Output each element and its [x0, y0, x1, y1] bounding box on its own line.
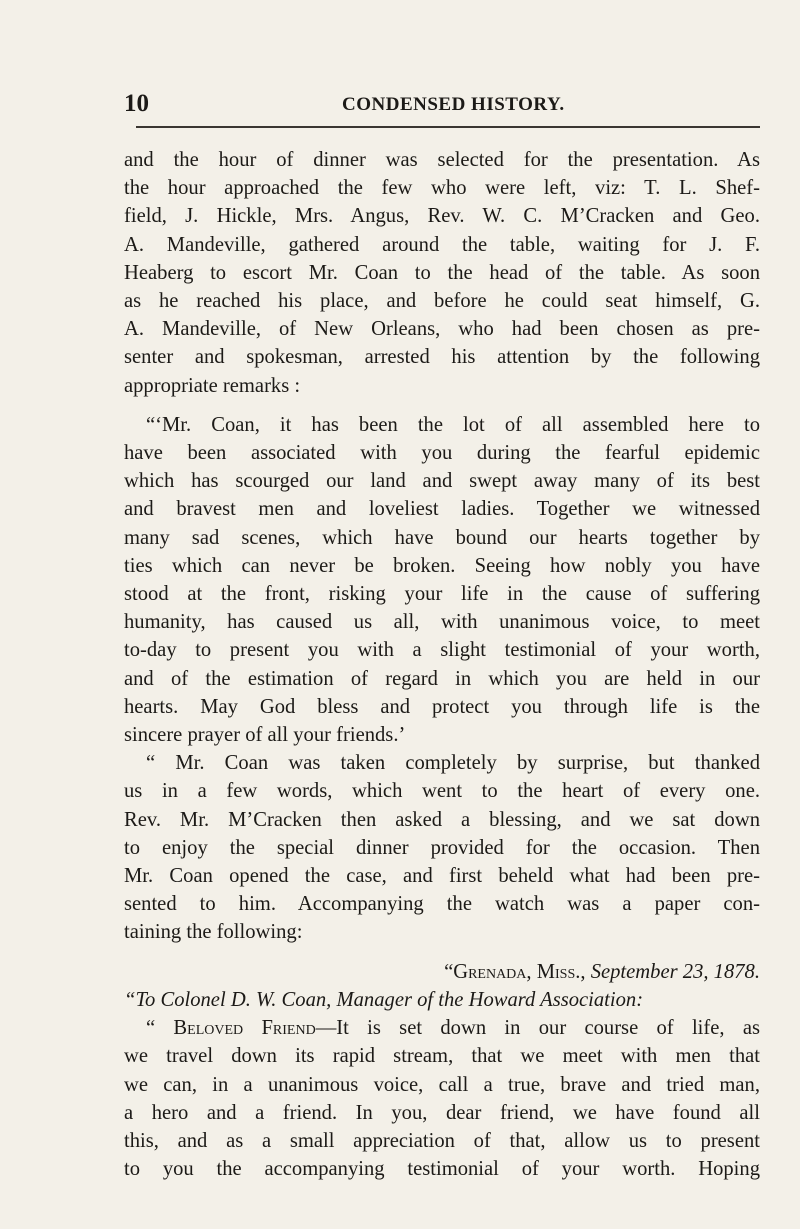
text-line: the hour approached the few who were left, viz: T. L. Shef- [124, 177, 760, 200]
page-number: 10 [124, 90, 149, 117]
paragraph [124, 146, 760, 400]
page-body [124, 146, 760, 1183]
page-header [124, 0, 760, 118]
text-line: we can, in a unanimous voice, call a true, brave and tried man, [124, 1073, 760, 1096]
letter-opening-rest: —It is set down in our course of life, as [315, 1017, 760, 1040]
text-line: A. Mandeville, gathered around the table, waiting for J. F. [124, 233, 760, 256]
text-line: A. Mandeville, of New Orleans, who had been chosen as pre- [124, 318, 760, 341]
text-line: we travel down its rapid stream, that we meet with men that [124, 1045, 760, 1068]
text-line: sented to him. Accompanying the watch was a paper con- [124, 893, 760, 916]
dateline-date: September 23, 1878. [590, 960, 760, 983]
text-line: and of the estimation of regard in which you are held in our [124, 667, 760, 690]
text-line: as he reached his place, and before he could seat himself, G. [124, 290, 760, 313]
text-line: sincere prayer of all your friends.’ [124, 724, 406, 747]
text-line: to enjoy the special dinner provided for the occasion. Then [124, 836, 760, 859]
text-line: and bravest men and loveliest ladies. Together we witnessed [124, 498, 760, 521]
dateline-place: “Grenada, Miss., [444, 960, 586, 983]
text-line: a hero and a friend. In you, dear friend, we have found all [124, 1101, 760, 1124]
text-line: ties which can never be broken. Seeing how nobly you have [124, 554, 760, 577]
paragraph [124, 411, 760, 749]
paragraph-gap [124, 400, 760, 411]
text-line: stood at the front, risking your life in the cause of suffering [124, 583, 760, 606]
letter-opening-caps: “ Beloved Friend [146, 1017, 316, 1040]
paragraph-gap [124, 947, 760, 958]
letter-dateline [124, 958, 760, 986]
text-line: senter and spokesman, arrested his attention by the following [124, 346, 760, 369]
running-head: CONDENSED HISTORY. [342, 94, 565, 115]
text-line: taining the following: [124, 921, 303, 944]
text-line: “ Mr. Coan was taken completely by surprise, but thanked [146, 752, 760, 775]
letter-opening-line [124, 1014, 760, 1042]
text-line: to-day to present you with a slight testimonial of your worth, [124, 639, 760, 662]
text-line: hearts. May God bless and protect you through life is the [124, 695, 760, 718]
text-line: this, and as a small appreciation of that, allow us to present [124, 1129, 760, 1152]
text-line: humanity, has caused us all, with unanimous voice, to meet [124, 611, 760, 634]
text-line: Mr. Coan opened the case, and first beheld what had been pre- [124, 865, 760, 888]
text-line: to you the accompanying testimonial of your worth. Hoping [124, 1158, 760, 1181]
header-rule [136, 126, 760, 129]
text-line: which has scourged our land and swept away many of its best [124, 470, 760, 493]
letter-salutation: “To Colonel D. W. Coan, Manager of the Howard Association: [124, 988, 644, 1011]
text-line: have been associated with you during the fearful epidemic [124, 442, 760, 465]
text-line: Heaberg to escort Mr. Coan to the head of the table. As soon [124, 261, 760, 284]
text-line: appropriate remarks : [124, 374, 301, 397]
text-line: Rev. Mr. M’Cracken then asked a blessing, and we sat down [124, 808, 760, 831]
text-line: field, J. Hickle, Mrs. Angus, Rev. W. C. M’Cracken and Geo. [124, 205, 760, 228]
text-line: us in a few words, which went to the heart of every one. [124, 780, 760, 803]
text-line: “‘Mr. Coan, it has been the lot of all assembled here to [146, 413, 760, 436]
letter [124, 958, 760, 1184]
text-line: and the hour of dinner was selected for the presentation. As [124, 149, 760, 171]
paragraph [124, 749, 760, 946]
text-line: many sad scenes, which have bound our hearts together by [124, 526, 760, 549]
